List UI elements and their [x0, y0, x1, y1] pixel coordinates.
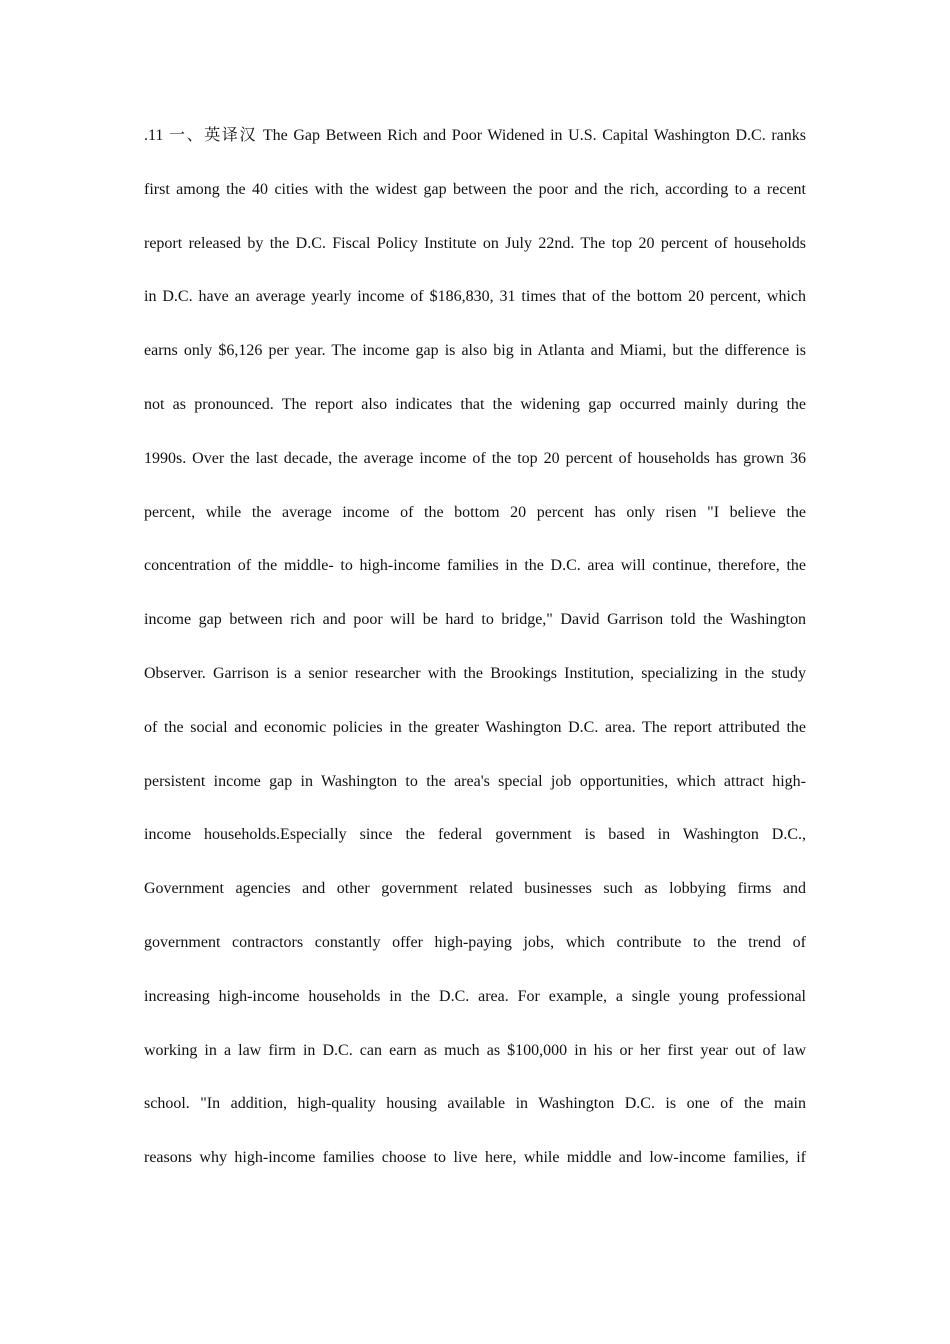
- text-line-8: percent, while the average income of the bottom 20 percent has only risen "I believe the: [144, 503, 806, 521]
- text-line-14: income households.Especially since the federal government is based in Washington D.C.,: [144, 826, 806, 844]
- text-line-6: not as pronounced. The report also indicates that the widening gap occurred mainly during the: [144, 395, 806, 413]
- text-line-1: .11 一、英译汉 The Gap Between Rich and Poor Widened in U.S. Capital Washington D.C. ranks: [144, 127, 806, 144]
- text-line-20: reasons why high-income families choose to live here, while middle and low-income families, if: [144, 1149, 806, 1167]
- text-line-17: increasing high-income households in the D.C. area. For example, a single young professional: [144, 987, 806, 1005]
- text-line-5: earns only $6,126 per year. The income gap is also big in Atlanta and Miami, but the difference is: [144, 342, 806, 360]
- text-line-7: 1990s. Over the last decade, the average income of the top 20 percent of households has grown 36: [144, 449, 806, 467]
- text-line-11: Observer. Garrison is a senior researcher with the Brookings Institution, specializing in the study: [144, 664, 806, 682]
- text-line-15: Government agencies and other government related businesses such as lobbying firms and: [144, 880, 806, 898]
- text-line-19: school. "In addition, high-quality housing available in Washington D.C. is one of the main: [144, 1095, 806, 1113]
- text-line-3: report released by the D.C. Fiscal Policy Institute on July 22nd. The top 20 percent of households: [144, 234, 806, 252]
- text-line-9: concentration of the middle- to high-income families in the D.C. area will continue, therefore, the: [144, 557, 806, 575]
- text-line-12: of the social and economic policies in the greater Washington D.C. area. The report attributed the: [144, 718, 806, 736]
- text-line-10: income gap between rich and poor will be hard to bridge," David Garrison told the Washington: [144, 611, 806, 629]
- text-line-2: first among the 40 cities with the widest gap between the poor and the rich, according to a recent: [144, 180, 806, 198]
- document-body: [144, 109, 806, 1185]
- text-line-13: persistent income gap in Washington to the area's special job opportunities, which attract high-: [144, 772, 806, 790]
- text-line-18: working in a law firm in D.C. can earn as much as $100,000 in his or her first year out of law: [144, 1041, 806, 1059]
- text-line-4: in D.C. have an average yearly income of $186,830, 31 times that of the bottom 20 percent, which: [144, 288, 806, 306]
- text-line-16: government contractors constantly offer high-paying jobs, which contribute to the trend of: [144, 933, 806, 951]
